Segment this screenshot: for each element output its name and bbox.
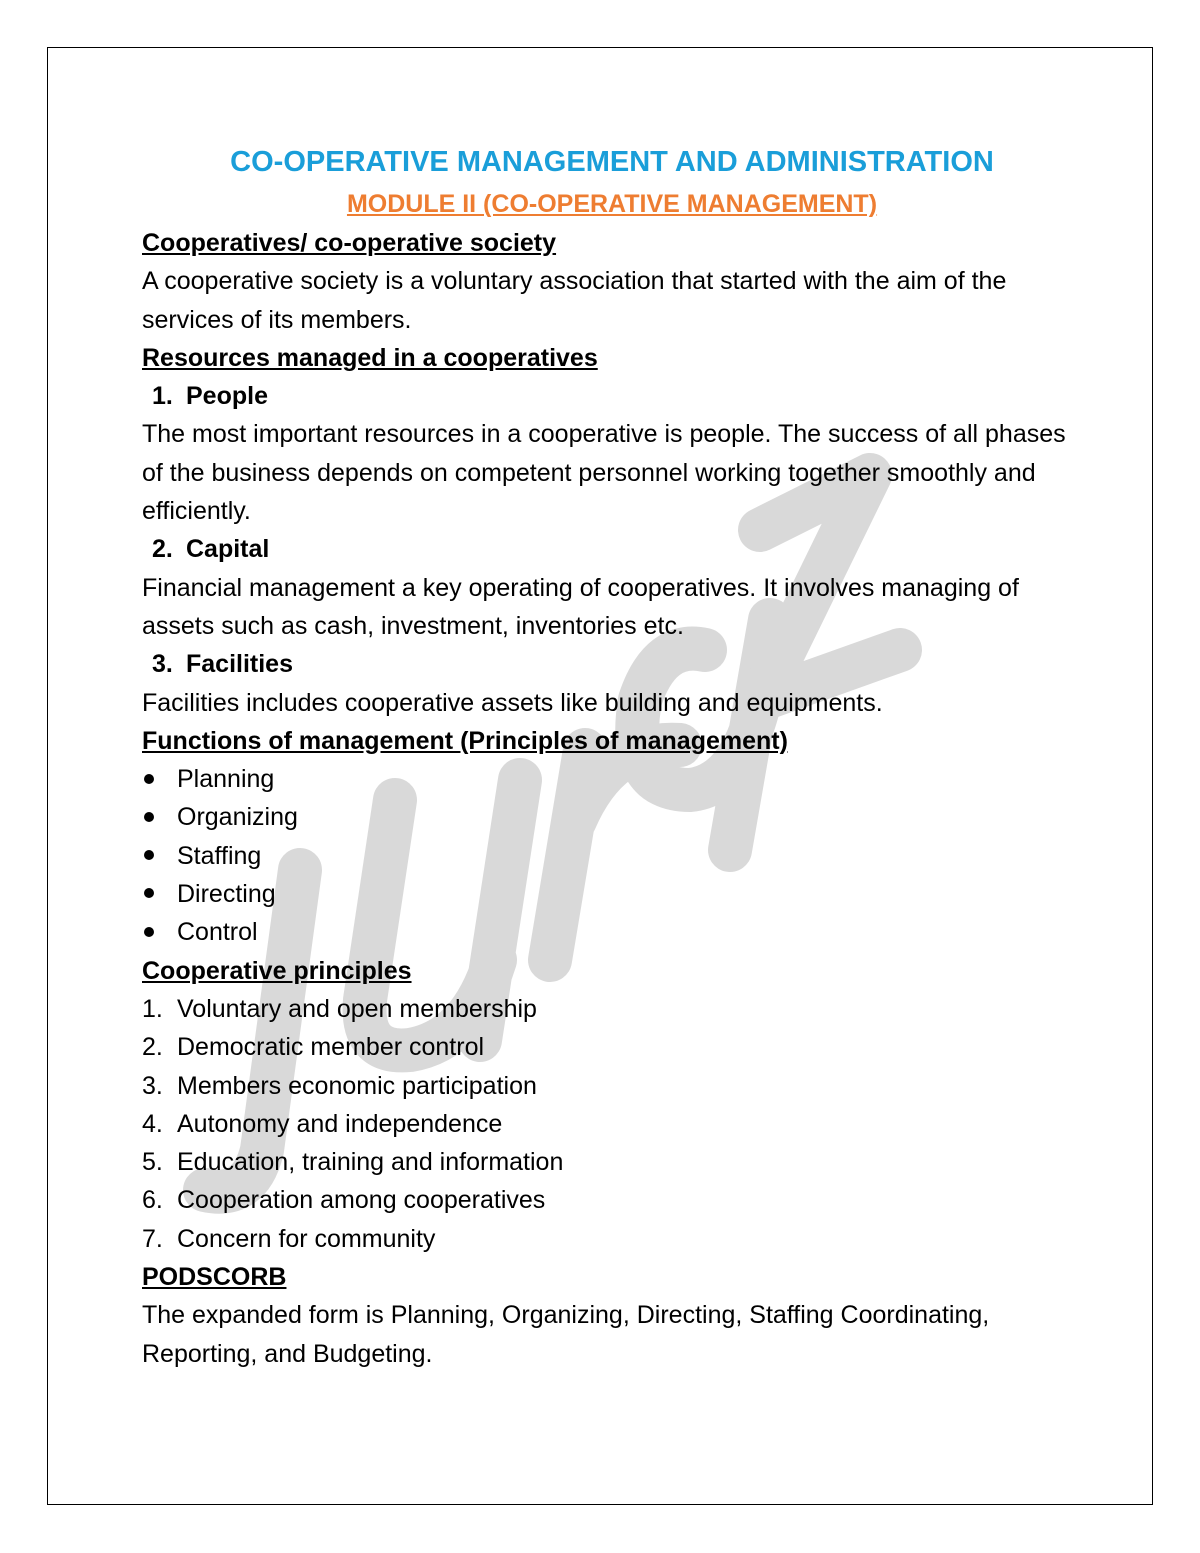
item-number: 1. (142, 994, 163, 1023)
resource-body-capital: Financial management a key operating of cooperatives. It involves managing of assets such as cash, investment, inventories etc. (142, 573, 1019, 640)
list-item (142, 913, 1082, 951)
function-item: Organizing (177, 803, 298, 832)
section-heading-podscorb: PODSCORB (142, 1263, 287, 1292)
resource-title: People (186, 382, 268, 411)
document-content (142, 140, 1082, 1373)
document-title: CO-OPERATIVE MANAGEMENT AND ADMINISTRATION (230, 146, 994, 178)
item-number: 2. (142, 1033, 163, 1062)
item-number: 4. (142, 1109, 163, 1138)
function-item: Directing (177, 880, 276, 909)
principle-item: Concern for community (177, 1224, 436, 1253)
list-item (142, 1143, 1082, 1181)
section-heading-principles: Cooperative principles (142, 956, 412, 985)
list-item (142, 760, 1082, 798)
principle-item: Members economic participation (177, 1071, 537, 1100)
section-heading-cooperatives: Cooperatives/ co-operative society (142, 229, 557, 257)
resource-number: 2. (152, 535, 173, 564)
item-number: 6. (142, 1186, 163, 1215)
list-item (142, 1067, 1082, 1105)
list-item (142, 798, 1082, 836)
resource-number: 1. (152, 382, 173, 411)
section-heading-functions: Functions of management (Principles of management) (142, 726, 788, 755)
bullet-icon (144, 812, 154, 822)
module-subtitle: MODULE II (CO-OPERATIVE MANAGEMENT) (346, 190, 878, 218)
function-item: Planning (177, 765, 275, 794)
list-item (142, 990, 1082, 1028)
principle-item: Democratic member control (177, 1033, 485, 1062)
principles-list (142, 990, 1082, 1258)
function-item: Staffing (177, 841, 262, 870)
resource-heading-people (142, 377, 1082, 415)
resource-heading-capital (142, 530, 1082, 568)
resource-number: 3. (152, 650, 173, 679)
principle-item: Voluntary and open membership (177, 994, 537, 1023)
bullet-icon (144, 774, 154, 784)
principle-item: Education, training and information (177, 1148, 564, 1177)
principle-item: Cooperation among cooperatives (177, 1186, 546, 1215)
resource-heading-facilities (142, 645, 1082, 683)
bullet-icon (144, 927, 154, 937)
resource-title: Capital (186, 535, 270, 564)
resource-body-facilities: Facilities includes cooperative assets like building and equipments. (142, 688, 883, 717)
section-body-podscorb: The expanded form is Planning, Organizing, Directing, Staffing Coordinating, Reporting, and Budgeting. (142, 1301, 990, 1368)
item-number: 7. (142, 1224, 163, 1253)
list-item (142, 1181, 1082, 1219)
principle-item: Autonomy and independence (177, 1109, 503, 1138)
list-item (142, 1220, 1082, 1258)
functions-list (142, 760, 1082, 951)
bullet-icon (144, 850, 154, 860)
list-item (142, 1028, 1082, 1066)
list-item (142, 1105, 1082, 1143)
list-item (142, 875, 1082, 913)
function-item: Control (177, 918, 258, 947)
section-body-cooperatives: A cooperative society is a voluntary association that started with the aim of the services of its members. (142, 267, 1007, 334)
list-item (142, 837, 1082, 875)
bullet-icon (144, 888, 154, 898)
item-number: 5. (142, 1148, 163, 1177)
item-number: 3. (142, 1071, 163, 1100)
section-heading-resources: Resources managed in a cooperatives (142, 343, 598, 372)
resource-title: Facilities (186, 650, 293, 679)
resource-body-people: The most important resources in a cooperative is people. The success of all phases of the business depends on competent personnel working together smoothly and efficiently. (142, 420, 1066, 526)
